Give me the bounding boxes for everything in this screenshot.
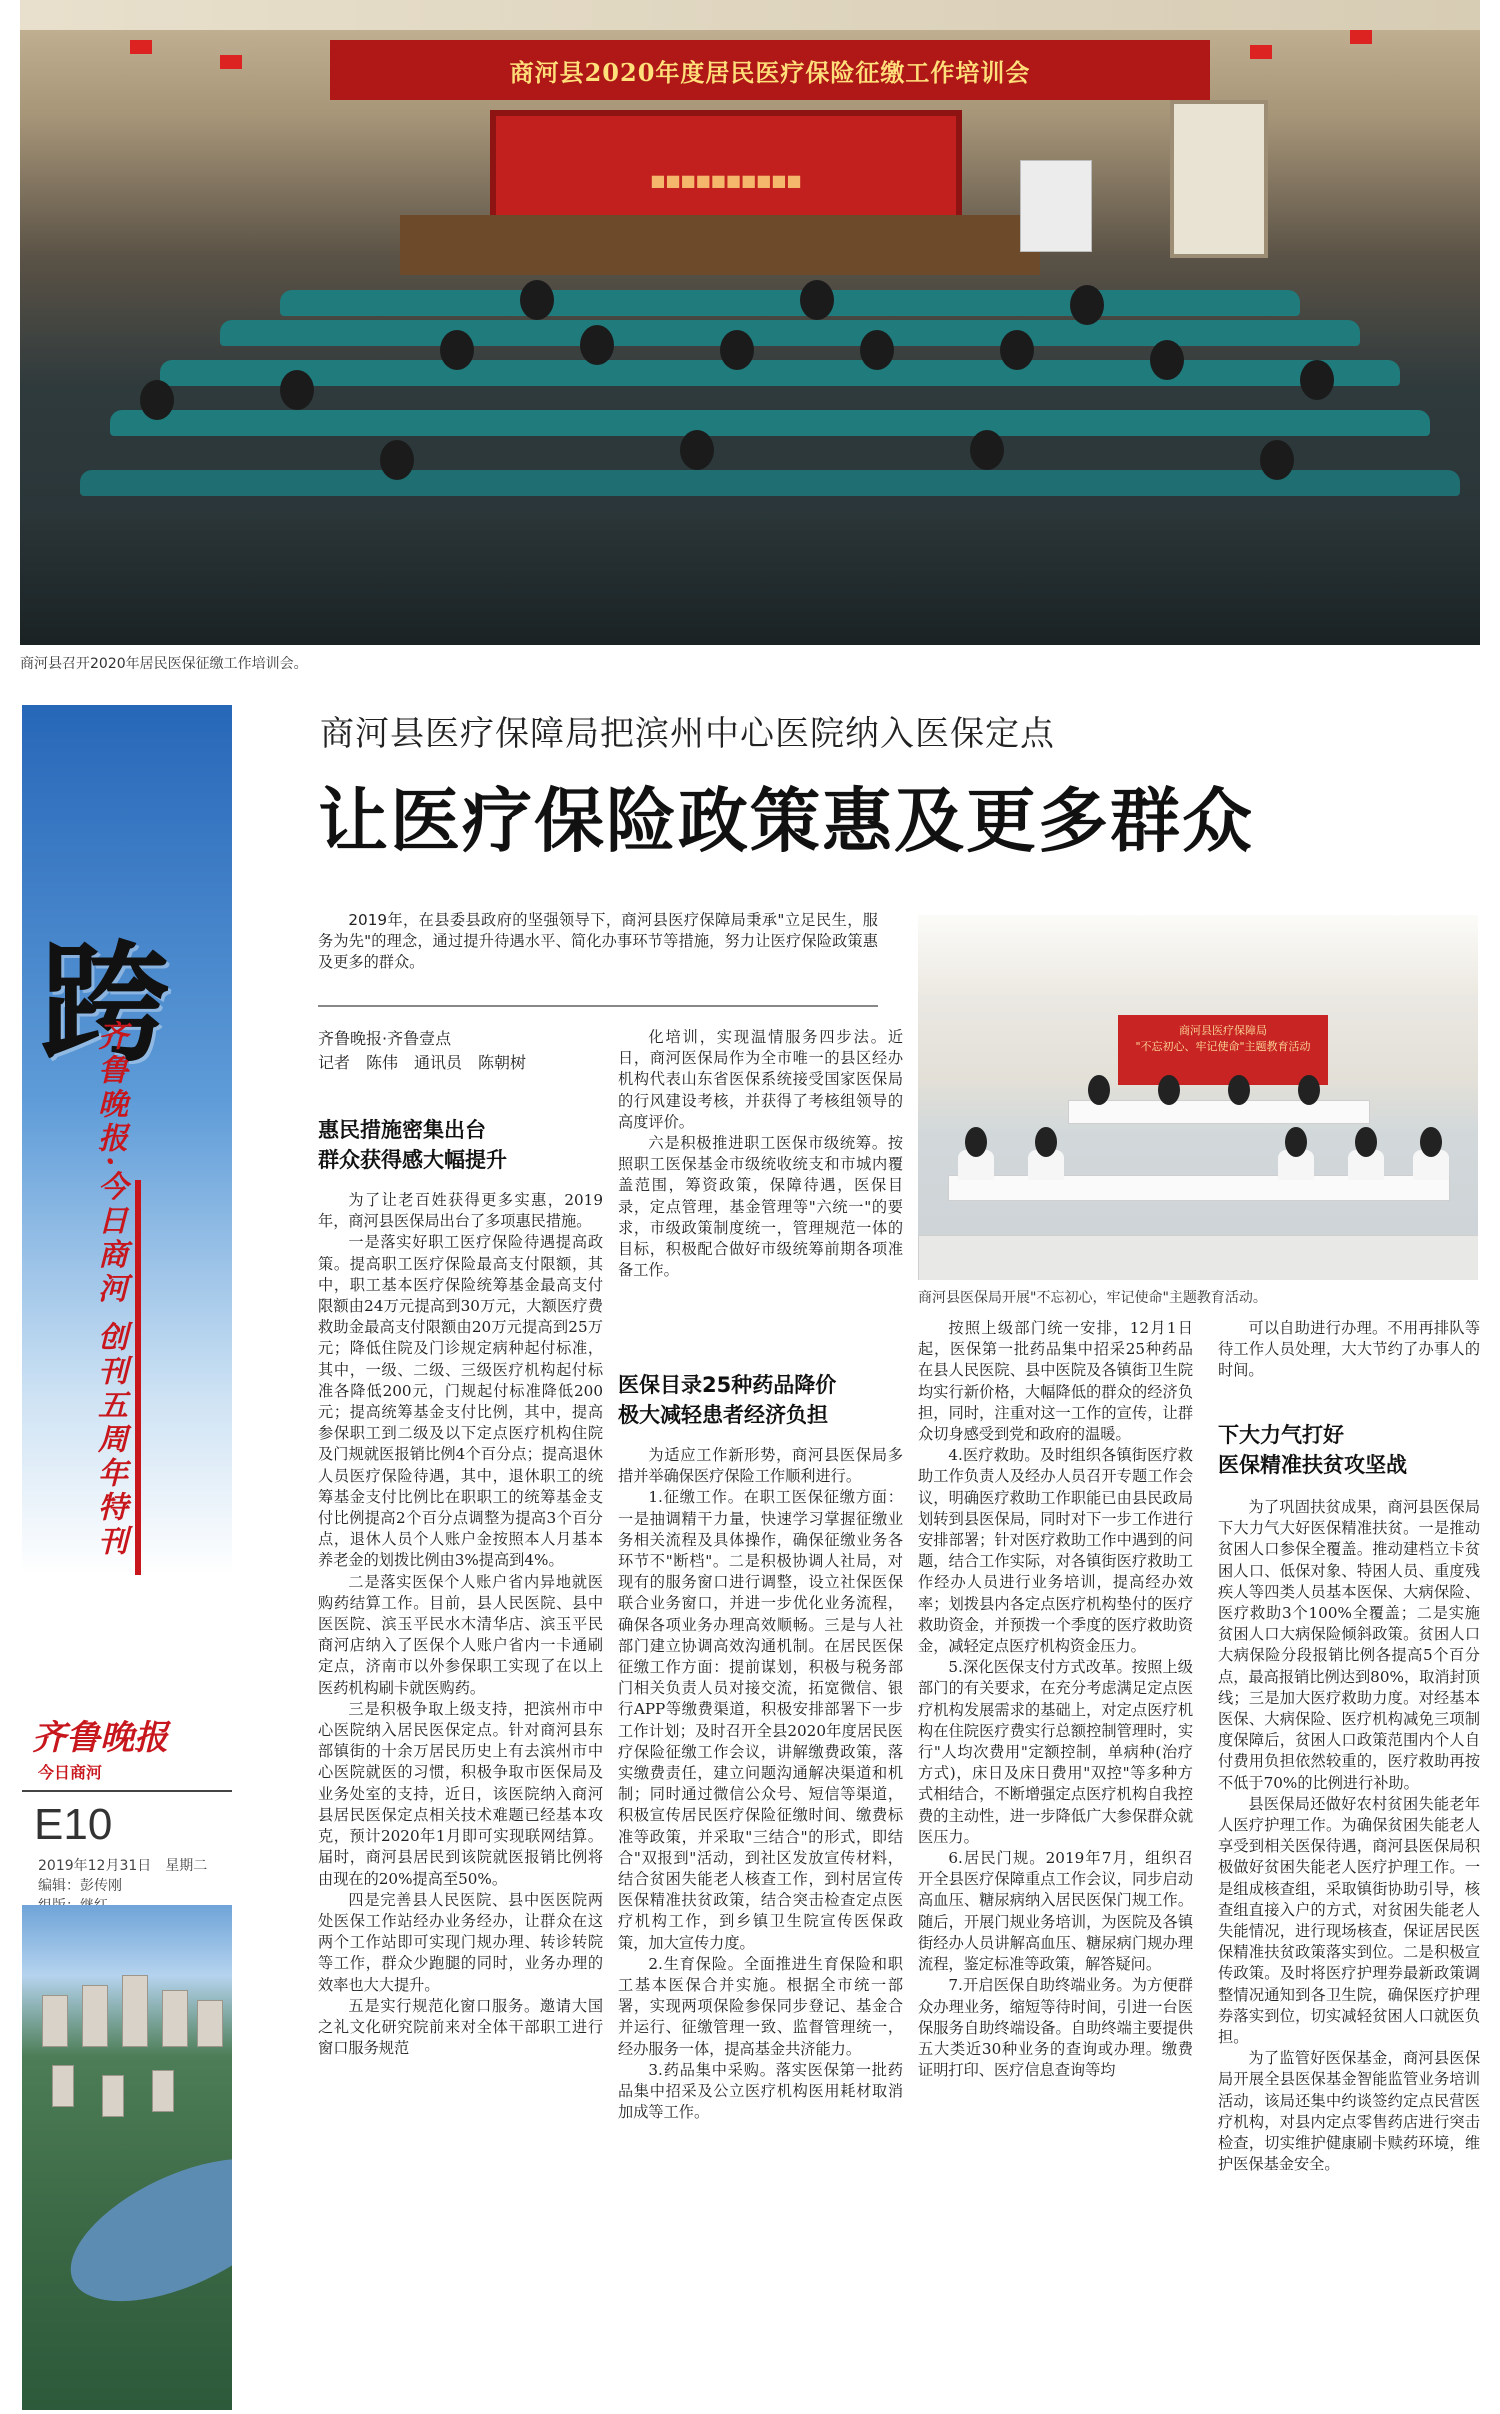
- attendee: [970, 430, 1004, 470]
- article-paragraph: 1.征缴工作。在职工医保征缴方面：一是抽调精干力量，快速学习掌握征缴业务相关流程及具体操作，确保征缴业务各环节不"断档"。二是积极协调人社局，对现有的服务窗口进行调整，设立社保医保联合业务窗口，并进一步优化业务流程，确保各项业务办理高效顺畅。三是与人社部门建立协调高效沟通机制。在居民医保征缴工作方面：提前谋划，积极与税务部门相关负责人员对接交流，拓宽微信、银行APP等缴费渠道，积极安排部署下一步工作计划；及时召开全县2020年度居民医疗保险征缴工作会议，讲解缴费政策，落实缴费责任，建立问题沟通解决渠道和机制；同时通过微信公众号、短信等渠道，积极宣传居民医疗保险征缴时间、缴费标准等政策，并采取"三结合"的形式，即结合"双报到"活动，到社区发放宣传材料，结合贫困失能老人核查工作，到村居宣传医保精准扶贫政策，结合突击检查定点医疗机构工作，到乡镇卫生院宣传医保政策，加大宣传力度。: [618, 1488, 903, 1952]
- article-paragraph: 五是实行规范化窗口服务。邀请大国之礼文化研究院前来对全体干部职工进行窗口服务规范: [318, 1996, 603, 2058]
- byline: [318, 1027, 526, 1075]
- building: [42, 1995, 68, 2047]
- building: [122, 1975, 148, 2047]
- attendee: [440, 330, 474, 370]
- article-column-4-top: [1218, 1318, 1480, 1408]
- article-paragraph: 县医保局还做好农村贫困失能老年人医疗护理工作。为确保贫困失能老人享受到相关医保待遇，商河县医保局积极做好贫困失能老人医疗护理工作。一是组成核查组，采取镇街协助引导，核查组直接入户的方式，对贫困失能老人失能情况，进行现场核查，保证居民医保精准扶贫政策落实到位。二是积极宣传政策。及时将医疗护理券最新政策调整情况通知到各卫生院，确保医疗护理券落实到位，切实减轻贫困人口就医负担。: [1218, 1794, 1480, 2047]
- red-flag-icon: [1350, 30, 1372, 44]
- article-column-4-bottom: [1218, 1497, 1480, 2410]
- attendee: [520, 280, 554, 320]
- article-headline: 让医疗保险政策惠及更多群众: [318, 780, 1254, 862]
- article-paragraph: 为了让老百姓获得更多实惠，2019年，商河县医保局出台了多项惠民措施。: [318, 1191, 603, 1231]
- attendee: [1298, 1075, 1320, 1105]
- attendee: [380, 440, 414, 480]
- attendee: [1420, 1127, 1442, 1157]
- table: [1068, 1100, 1370, 1124]
- attendee: [1285, 1127, 1307, 1157]
- editor: 编辑：彭传刚: [38, 1878, 122, 1894]
- article-paragraph: 为适应工作新形势，商河县医保局多措并举确保医疗保险工作顺利进行。: [618, 1446, 903, 1486]
- article-paragraph: 3.药品集中采购。落实医保第一批药品集中招采及公立医疗机构医用耗材取消加成等工作。: [618, 2060, 903, 2122]
- divider: [22, 1790, 232, 1792]
- article-paragraph: 二是落实医保个人账户省内异地就医购药结算工作。目前，县人民医院、县中医医院、滨玉平民水木清华店、滨玉平民商河店纳入了医保个人账户省内一卡通刷定点，济南市以外参保职工实现了在以上医药机构刷卡就医购药。: [318, 1572, 603, 1697]
- page-number: E10: [34, 1800, 113, 1849]
- building: [197, 2000, 223, 2047]
- ceiling: [918, 915, 1478, 995]
- article-paragraph: 按照上级部门统一安排，12月1日起，医保第一批药品集中招采25种药品在县人民医院、县中医院及各镇街卫生院均实行新价格，大幅降低的群众的经济负担，同时，注重对这一工作的宣传，让群众切身感受到党和政府的温暖。: [918, 1319, 1193, 1444]
- river: [50, 2129, 232, 2330]
- ceiling: [20, 0, 1480, 30]
- article-paragraph: 2.生育保险。全面推进生育保险和职工基本医保合并实施。根据全市统一部署，实现两项保险参保同步登记、基金合并运行、征缴管理一致、监督管理统一，经办服务一体，提高基金共济能力。: [618, 1954, 903, 2058]
- lead-divider: [318, 1005, 878, 1007]
- stage-board: [1118, 1015, 1328, 1085]
- byline-authors: 记者 陈伟 通讯员 陈朝树: [318, 1053, 527, 1072]
- seat-row: [160, 360, 1400, 386]
- seat-row: [280, 290, 1300, 316]
- article-paragraph: 5.深化医保支付方式改革。按照上级部门的有关要求，在充分考虑满足定点医疗机构发展需求的基础上，对定点医疗机构在住院医疗费实行总额控制管理时，实行"人均次费用"定额控制，单病种(治疗方式)，床日及床日费用"双控"等多种方式相结合，不断增强定点医疗机构自我控费的主动性，进一步降低广大参保群众就医压力。: [918, 1658, 1193, 1846]
- attendee: [1300, 360, 1334, 400]
- red-flag-icon: [1250, 45, 1272, 59]
- sidebar-vertical-title: 齐鲁晚报·今日商河 创刊五周年特刊: [92, 1020, 127, 1559]
- seat-row: [110, 410, 1430, 436]
- attendee: [800, 280, 834, 320]
- seat-row: [80, 470, 1460, 496]
- conference-photo: [20, 0, 1480, 645]
- article-column-3: [918, 1318, 1193, 2410]
- sidebar-red-bar: [135, 1180, 141, 1575]
- education-activity-photo: [918, 915, 1478, 1280]
- attendee: [1070, 285, 1104, 325]
- table: [918, 1235, 1478, 1280]
- attendee: [860, 330, 894, 370]
- byline-paper: 齐鲁晚报·齐鲁壹点: [318, 1029, 452, 1048]
- article-paragraph: 为了巩固扶贫成果，商河县医保局下大力气大好医保精准扶贫。一是推动贫困人口参保全覆盖。推动建档立卡贫困人口、低保对象、特困人员、重度残疾人等四类人员基本医保、大病保险、医疗救助3个100%全覆盖；二是实施贫困人口大病保险倾斜政策。贫困人口大病保险分段报销比例各提高5个百分点，最高报销比例达到80%，取消封顶线；三是加大医疗救助力度。对经基本医保、大病保险、医疗机构减免三项制度保障后，贫困人口政策范围内个人自付费用负担依然较重的，医疗救助再按不低于70%的比例进行补助。: [1218, 1498, 1480, 1792]
- attendee: [1260, 440, 1294, 480]
- attendee: [1228, 1075, 1250, 1105]
- article-paragraph: 四是完善县人民医院、县中医医院两处医保工作站经办业务经办，让群众在这两个工作站即可实现门规办理、转诊转院等工作，群众少跑腿的同时，业务办理的效率也大大提升。: [318, 1890, 603, 1994]
- stage-banner: 商河县2020年度居民医疗保险征缴工作培训会: [330, 40, 1210, 100]
- article-paragraph: 三是积极争取上级支持，把滨州市中心医院纳入居民医保定点。针对商河县东部镇街的十余万居民历史上有去滨州市中心医院就医的习惯，积极争取市医保局及业务处室的支持，近日，该医院纳入商河县居民医保定点相关技术难题已经基本攻克，预计2020年1月即可实现联网结算。届时，商河县居民到该院就医报销比例将由现在的20%提高至50%。: [318, 1699, 603, 1888]
- attendee: [1035, 1127, 1057, 1157]
- section-name: 今日商河: [38, 1763, 103, 1782]
- attendee: [1088, 1075, 1110, 1105]
- attendee: [280, 370, 314, 410]
- attendee: [720, 330, 754, 370]
- foreground-seats: [20, 520, 1480, 645]
- issue-date: 2019年12月31日 星期二: [38, 1858, 208, 1874]
- sidebar-banner: [22, 705, 232, 1575]
- subheading-3: 下大力气打好 医保精准扶贫攻坚战: [1218, 1423, 1407, 1477]
- article-paragraph: 7.开启医保自助终端业务。为方便群众办理业务，缩短等待时间，引进一台医保服务自助终端设备。自助终端主要提供五大类近30种业务的查询或办理。缴费证明打印、医疗信息查询等均: [918, 1976, 1193, 2080]
- article-paragraph: 一是落实好职工医疗保险待遇提高政策。提高职工医疗保险最高支付限额，其中，职工基本医疗保险统筹基金最高支付限额由24万元提高到30万元，大额医疗费救助金最高支付限额由20万元提高到25万元；降低住院及门诊规定病种起付标准，其中，一级、二级、三级医疗机构起付标准各降低200元，门规起付标准降低200元；提高统筹基金支付比例，其中，提高参保职工到二级及以下定点医疗机构住院及门规就医报销比例4个百分点；提高退休人员医疗保险待遇，其中，退休职工的统筹基金支付比例比在职职工的统筹基金支付比例提高2个百分点调整为提高3个百分点，退休人员个人账户金按照本人月基本养老金的划拨比例由3%提高到4%。: [318, 1233, 603, 1570]
- air-conditioner: [1020, 160, 1092, 252]
- attendee: [680, 430, 714, 470]
- article-paragraph: 化培训，实现温情服务四步法。近日，商河医保局作为全市唯一的县区经办机构代表山东省医保系统接受国家医保局的行风建设考核，并获得了考核组领导的高度评价。: [618, 1028, 903, 1131]
- building: [152, 2070, 174, 2112]
- building: [52, 2065, 74, 2107]
- article-paragraph: 6.居民门规。2019年7月，组织召开全县医疗保障重点工作会议，同步启动高血压、糖尿病纳入居民医保门规工作。随后，开展门规业务培训，为医院及各镇街经办人员讲解高血压、糖尿病门规办理流程，鉴定标准等政策，解答疑问。: [918, 1849, 1193, 1974]
- article-column-1: [318, 1190, 603, 2410]
- attendee: [965, 1127, 987, 1157]
- red-flag-icon: [220, 55, 242, 69]
- subheading-1: 惠民措施密集出台 群众获得感大幅提升: [318, 1118, 507, 1172]
- article-column-2-top: [618, 1027, 903, 1352]
- building: [102, 2075, 124, 2117]
- attendee: [1000, 330, 1034, 370]
- paper-logo: 齐鲁晚报: [32, 1718, 168, 1758]
- podium: [400, 215, 1040, 275]
- red-flag-icon: [130, 40, 152, 54]
- seat-row: [220, 320, 1360, 346]
- article-paragraph: 为了监管好医保基金，商河县医保局开展全县医保基金智能监管业务培训活动，该局还集中约谈签约定点民营医疗机构，对县内定点零售药店进行突击检查，切实维护健康刷卡赎药环境，维护医保基金安全。: [1218, 2049, 1480, 2174]
- subheading-2: 医保目录25种药品降价 极大减轻患者经济负担: [618, 1373, 837, 1427]
- stage-backdrop: ■■■■■■■■■■: [490, 110, 962, 272]
- article-column-2-bottom: [618, 1445, 903, 2410]
- building: [162, 1990, 188, 2047]
- window: [1170, 100, 1268, 258]
- attendee: [1355, 1127, 1377, 1157]
- sidebar-big-character: 跨: [40, 927, 171, 1080]
- article-kicker: 商河县医疗保障局把滨州中心医院纳入医保定点: [320, 714, 1055, 754]
- top-photo-caption: 商河县召开2020年居民医保征缴工作培训会。: [20, 656, 308, 672]
- attendee: [140, 380, 174, 420]
- article-paragraph: 可以自助进行办理。不用再排队等待工作人员处理，大大节约了办事人的时间。: [1218, 1319, 1480, 1380]
- stage-board-text: 商河县医疗保障局 "不忘初心、牢记使命"主题教育活动: [1135, 1024, 1311, 1053]
- building: [82, 1985, 108, 2047]
- attendee: [1158, 1075, 1180, 1105]
- article-paragraph: 六是积极推进职工医保市级统筹。按照职工医保基金市级统收统支和市城内覆盖范围，筹资政策，保障待遇，医保目录，定点管理，基金管理等"六统一"的要求，市级政策制度统一，管理规范一体的目标，积极配合做好市级统筹前期各项准备工作。: [618, 1134, 903, 1280]
- attendee: [1150, 340, 1184, 380]
- aerial-city-photo: [22, 1905, 232, 2410]
- attendee: [580, 325, 614, 365]
- lead-paragraph: 2019年，在县委县政府的坚强领导下，商河县医疗保障局秉承"立足民生，服务为先"的理念，通过提升待遇水平、简化办事环节等措施，努力让医疗保险政策惠及更多的群众。: [318, 911, 878, 972]
- article-lead: [318, 910, 878, 974]
- right-photo-caption: 商河县医保局开展"不忘初心，牢记使命"主题教育活动。: [918, 1290, 1267, 1306]
- article-paragraph: 4.医疗救助。及时组织各镇街医疗救助工作负责人及经办人员召开专题工作会议，明确医疗救助工作职能已由县民政局划转到县医保局，同时对下一步工作进行安排部署；针对医疗救助工作中遇到的问题，结合工作实际，对各镇街医疗救助工作经办人员进行业务培训，提高经办效率；划拨县内各定点医疗机构垫付的医疗救助资金，并预拨一个季度的医疗救助资金，减轻定点医疗机构资金压力。: [918, 1446, 1193, 1656]
